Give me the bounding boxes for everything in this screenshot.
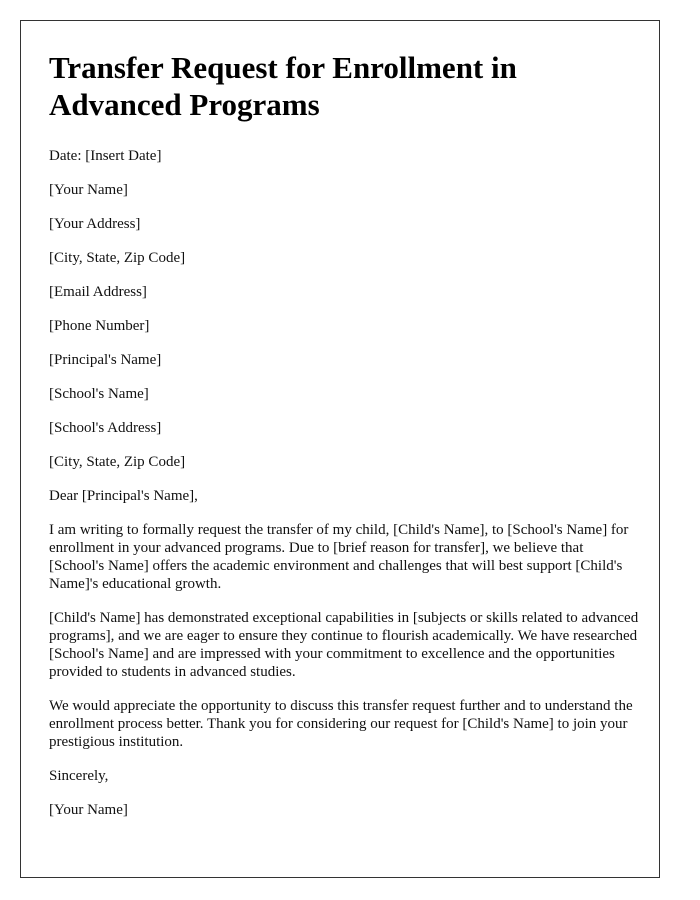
recipient-city-state-zip: [City, State, Zip Code] <box>49 454 186 470</box>
recipient-school-name: [School's Name] <box>49 386 149 402</box>
body-paragraph: I am writing to formally request the transfer of my child, [Child's Name], to [School's Name] for enrollment in your advanced programs. Due to [brief reason for transfer], we believe that [School's Name] offers the academic environment and challenges that will best support [Child's Name]'s educational growth. <box>49 522 629 592</box>
recipient-school-address: [School's Address] <box>49 420 162 436</box>
closing: Sincerely, <box>49 768 109 784</box>
sender-name: [Your Name] <box>49 182 128 198</box>
letter-title: Transfer Request for Enrollment in Advanced Programs <box>49 50 517 122</box>
signature: [Your Name] <box>49 802 128 818</box>
sender-email: [Email Address] <box>49 284 147 300</box>
body-paragraph: [Child's Name] has demonstrated exceptional capabilities in [subjects or skills related to advanced programs], and we are eager to ensure they continue to flourish academically. We have researched [School's Name] and are impressed with your commitment to excellence and the opportunities provided to students in advanced studies. <box>49 610 639 680</box>
body-paragraph: We would appreciate the opportunity to discuss this transfer request further and to understand the enrollment process better. Thank you for considering our request for [Child's Name] to join your prestigious institution. <box>49 698 633 750</box>
sender-address: [Your Address] <box>49 216 141 232</box>
recipient-principal-name: [Principal's Name] <box>49 352 162 368</box>
salutation: Dear [Principal's Name], <box>49 488 198 504</box>
sender-phone: [Phone Number] <box>49 318 150 334</box>
sender-city-state-zip: [City, State, Zip Code] <box>49 250 186 266</box>
letter-page <box>20 20 660 878</box>
date-line: Date: [Insert Date] <box>49 148 162 164</box>
letter-content <box>49 49 641 819</box>
